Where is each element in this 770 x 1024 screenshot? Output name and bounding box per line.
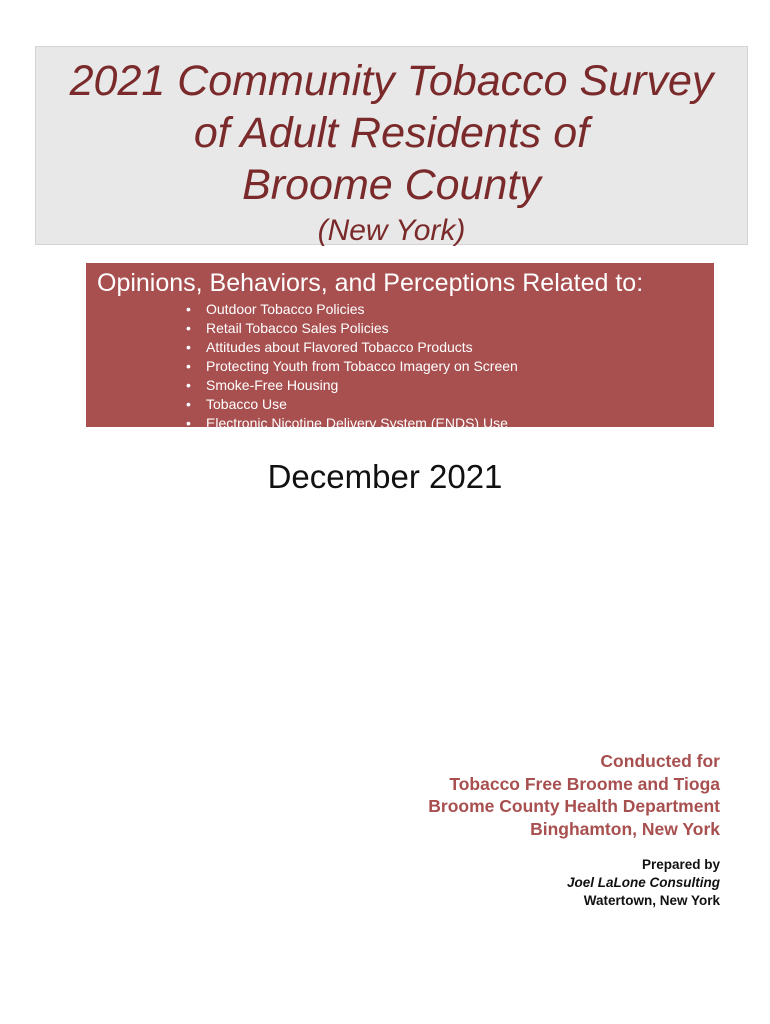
- report-date: December 2021: [267, 458, 503, 495]
- bullet-icon: •: [186, 396, 191, 412]
- bullet-icon: •: [186, 301, 191, 317]
- list-item: [186, 357, 714, 376]
- title-line-2: of Adult Residents of: [193, 109, 590, 157]
- topics-heading: Opinions, Behaviors, and Perceptions Related to:: [97, 269, 644, 297]
- title-subtitle: (New York): [317, 214, 466, 247]
- bullet-icon: •: [186, 358, 191, 374]
- topic-label: Outdoor Tobacco Policies: [206, 301, 365, 317]
- bullet-icon: •: [186, 320, 191, 336]
- prepared-by-location: Watertown, New York: [583, 893, 720, 908]
- prepared-by-name: Joel LaLone Consulting: [566, 875, 720, 890]
- prepared-by-block: [567, 856, 720, 910]
- title-line-1: 2021 Community Tobacco Survey: [69, 57, 714, 105]
- list-item: [186, 395, 714, 414]
- list-item: [186, 300, 714, 319]
- topic-label: Attitudes about Flavored Tobacco Products: [206, 339, 473, 355]
- topics-list: [86, 300, 714, 433]
- conducted-for-line-3: Binghamton, New York: [530, 818, 720, 839]
- conducted-for-line-1: Tobacco Free Broome and Tioga: [449, 773, 720, 794]
- bullet-icon: •: [186, 377, 191, 393]
- bullet-icon: •: [186, 415, 191, 431]
- list-item: [186, 376, 714, 395]
- topic-label: Tobacco Use: [206, 396, 287, 412]
- topics-box: [86, 263, 714, 431]
- title-line-3: Broome County: [242, 161, 541, 209]
- list-item: [186, 319, 714, 338]
- title-box: [35, 46, 748, 245]
- topic-label: Retail Tobacco Sales Policies: [206, 320, 389, 336]
- bullet-icon: •: [186, 339, 191, 355]
- prepared-by-label: Prepared by: [641, 857, 720, 872]
- topic-label: Protecting Youth from Tobacco Imagery on Screen: [206, 358, 518, 374]
- list-item: [186, 338, 714, 357]
- conducted-for-block: [428, 750, 720, 840]
- conducted-for-label: Conducted for: [600, 751, 720, 771]
- topic-label: Electronic Nicotine Delivery System (ENDS) Use: [206, 415, 508, 431]
- topic-label: Smoke-Free Housing: [206, 377, 339, 393]
- list-item: [186, 414, 714, 433]
- conducted-for-line-2: Broome County Health Department: [428, 796, 720, 816]
